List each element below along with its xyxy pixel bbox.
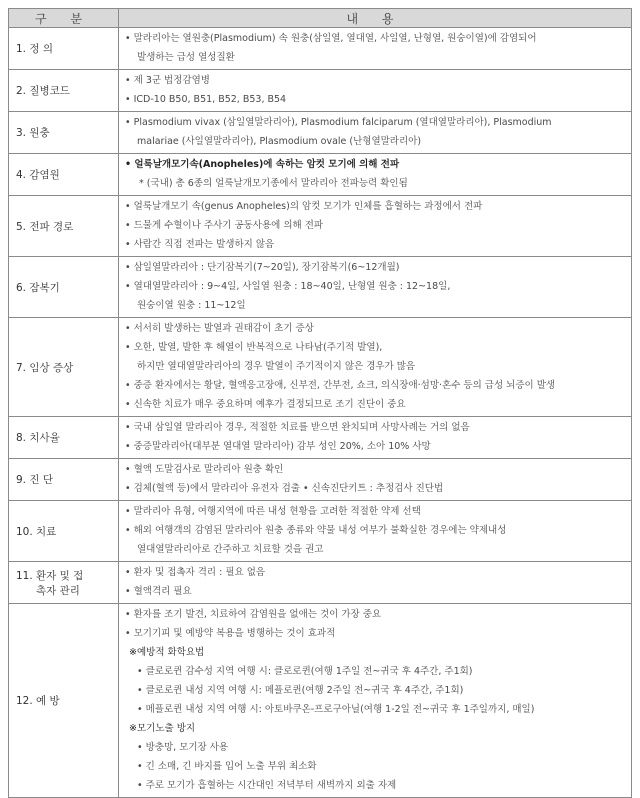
content-line: • 삼일열말라리아 : 단기잠복기(7~20일), 장기잠복기(6~12개월) bbox=[125, 262, 400, 273]
table-row bbox=[9, 28, 632, 70]
row-label-text: 5. 전파 경로 bbox=[16, 220, 74, 233]
content-line: • 신속한 치료가 매우 중요하며 예후가 결정되므로 조기 진단이 중요 bbox=[125, 399, 406, 410]
row-label-text: 9. 진 단 bbox=[16, 474, 53, 486]
content-line: • ICD-10 B50, B51, B52, B53, B54 bbox=[125, 94, 287, 105]
content-line: • 해외 여행객의 감염된 말라리아 원충 종류와 약물 내성 여부가 불확실한 경우에는 약제내성 bbox=[125, 525, 507, 536]
row-label-text-line2: 촉자 관리 bbox=[36, 584, 80, 597]
row-content bbox=[119, 318, 632, 417]
row-label bbox=[9, 562, 119, 604]
content-line: • 중증 환자에서는 황달, 혈액응고장애, 신부전, 간부전, 쇼크, 의식장애·섬망·혼수 등의 급성 뇌증이 발생 bbox=[125, 380, 556, 391]
content-line: ※예방적 화학요법 bbox=[129, 647, 205, 658]
row-label bbox=[9, 257, 119, 318]
content-line: • 긴 소매, 긴 바지를 입어 노출 부위 최소화 bbox=[137, 761, 317, 772]
content-line: • 얼룩날개모기 속(genus Anopheles)의 암컷 모기가 인체를 흡혈하는 과정에서 전파 bbox=[125, 201, 483, 212]
row-label-text: 8. 치사율 bbox=[16, 432, 60, 444]
row-label-text: 1. 정 의 bbox=[16, 43, 53, 55]
content-line: 열대열말라리아로 간주하고 치료할 것을 권고 bbox=[137, 544, 324, 555]
content-line: • 얼룩날개모기속(Anopheles)에 속하는 암컷 모기에 의해 전파 bbox=[125, 159, 400, 170]
table-body bbox=[9, 28, 632, 798]
row-label bbox=[9, 70, 119, 112]
content-line: • 검체(혈액 등)에서 말라리아 유전자 검출 • 신속진단키트 : 추정검사 진단법 bbox=[125, 483, 444, 494]
table-row bbox=[9, 604, 632, 798]
content-line: • 국내 삼일열 말라리아 경우, 적절한 치료를 받으면 완치되며 사망사례는 거의 없음 bbox=[125, 422, 470, 433]
row-label bbox=[9, 112, 119, 154]
row-label-text: 2. 질병코드 bbox=[16, 85, 70, 97]
table-row bbox=[9, 459, 632, 501]
content-line: • 모기기피 및 예방약 복용을 병행하는 것이 효과적 bbox=[125, 628, 336, 639]
row-label bbox=[9, 417, 119, 459]
row-content bbox=[119, 70, 632, 112]
row-label bbox=[9, 501, 119, 562]
content-line: • 열대열말라리아 : 9~4일, 사일열 원충 : 18~40일, 난형열 원충 : 12~18일, bbox=[125, 281, 451, 292]
row-label-text: 7. 임상 증상 bbox=[16, 361, 74, 374]
content-line: • 방충망, 모기장 사용 bbox=[137, 742, 229, 753]
header-content: 내 용 bbox=[119, 9, 632, 28]
table-row bbox=[9, 562, 632, 604]
content-line: • 제 3군 법정감염병 bbox=[125, 75, 210, 86]
content-line: • 서서히 발생하는 발열과 권태감이 초기 증상 bbox=[125, 323, 314, 334]
row-label-text: 11. 환자 및 접 bbox=[16, 569, 84, 582]
row-label-text: 4. 감염원 bbox=[16, 169, 60, 181]
row-content bbox=[119, 196, 632, 257]
content-line: • 메플로퀸 내성 지역 여행 시: 아토바쿠온-프로구아닐(여행 1-2일 전~귀국 후 1주일까지, 매일) bbox=[137, 704, 535, 715]
table-row bbox=[9, 154, 632, 196]
content-line: * (국내) 총 6종의 얼룩날개모기종에서 말라리아 전파능력 확인됨 bbox=[139, 178, 408, 189]
row-label bbox=[9, 196, 119, 257]
content-line: • 말라리아는 열원충(Plasmodium) 속 원충(삼일열, 열대열, 사일열, 난형열, 원숭이열)에 감염되어 bbox=[125, 33, 537, 44]
content-line: • 사람간 직접 전파는 발생하지 않음 bbox=[125, 239, 275, 250]
row-content bbox=[119, 28, 632, 70]
row-label-text: 6. 잠복기 bbox=[16, 281, 60, 294]
content-line: • 혈액 도말검사로 말라리아 원충 확인 bbox=[125, 464, 284, 475]
table-row bbox=[9, 257, 632, 318]
content-line: • 혈액격리 필요 bbox=[125, 586, 192, 597]
content-line: • 오한, 발열, 발한 후 해열이 반복적으로 나타남(주기적 발열), bbox=[125, 342, 383, 353]
row-label-text: 10. 치료 bbox=[16, 525, 57, 538]
row-content bbox=[119, 112, 632, 154]
row-label bbox=[9, 154, 119, 196]
malaria-info-table bbox=[8, 8, 632, 798]
row-content bbox=[119, 417, 632, 459]
row-content bbox=[119, 154, 632, 196]
content-line: • 중증말라리아(대부분 열대열 말라리아) 감부 성인 20%, 소아 10% 사망 bbox=[125, 441, 431, 452]
table-row bbox=[9, 501, 632, 562]
table-row bbox=[9, 417, 632, 459]
content-line: • Plasmodium vivax (삼일열말라리아), Plasmodium falciparum (열대열말라리아), Plasmodium bbox=[125, 117, 552, 128]
row-content bbox=[119, 459, 632, 501]
table-row bbox=[9, 196, 632, 257]
content-line: • 환자를 조기 발견, 치료하여 감염원을 없애는 것이 가장 중요 bbox=[125, 609, 382, 620]
header-category: 구 분 bbox=[9, 9, 119, 28]
row-label-text: 12. 예 방 bbox=[16, 695, 60, 707]
content-line: 하지만 열대열말라리아의 경우 발열이 주기적이지 않은 경우가 많음 bbox=[137, 361, 416, 372]
row-label-text: 3. 원충 bbox=[16, 127, 50, 139]
content-line: malariae (사일열말라리아), Plasmodium ovale (난형열말라리아) bbox=[137, 136, 422, 147]
table-row bbox=[9, 318, 632, 417]
content-line: 발생하는 급성 열성질환 bbox=[137, 52, 235, 63]
content-line: • 드물게 수혈이나 주사기 공동사용에 의해 전파 bbox=[125, 220, 324, 231]
content-line: • 주로 모기가 흡혈하는 시간대인 저녁부터 새벽까지 외출 자제 bbox=[137, 780, 397, 791]
content-line: • 말라리아 유형, 여행지역에 따른 내성 현황을 고려한 적절한 약제 선택 bbox=[125, 506, 421, 517]
content-line: 원숭이열 원충 : 11~12일 bbox=[137, 300, 246, 311]
row-content bbox=[119, 562, 632, 604]
row-label bbox=[9, 459, 119, 501]
table-row bbox=[9, 112, 632, 154]
row-label bbox=[9, 604, 119, 798]
row-content bbox=[119, 501, 632, 562]
row-content bbox=[119, 257, 632, 318]
content-line: ※모기노출 방지 bbox=[129, 723, 196, 734]
row-label bbox=[9, 318, 119, 417]
row-label bbox=[9, 28, 119, 70]
table-row bbox=[9, 70, 632, 112]
row-content bbox=[119, 604, 632, 798]
content-line: • 클로로퀸 내성 지역 여행 시: 메플로퀸(여행 2주일 전~귀국 후 4주간, 주1회) bbox=[137, 685, 464, 696]
table-header-row bbox=[9, 9, 632, 28]
content-line: • 환자 및 접촉자 격리 : 필요 없음 bbox=[125, 567, 266, 578]
disease-info-sheet bbox=[8, 8, 632, 798]
content-line: • 클로로퀸 감수성 지역 여행 시: 클로로퀸(여행 1주일 전~귀국 후 4주간, 주1회) bbox=[137, 666, 473, 677]
